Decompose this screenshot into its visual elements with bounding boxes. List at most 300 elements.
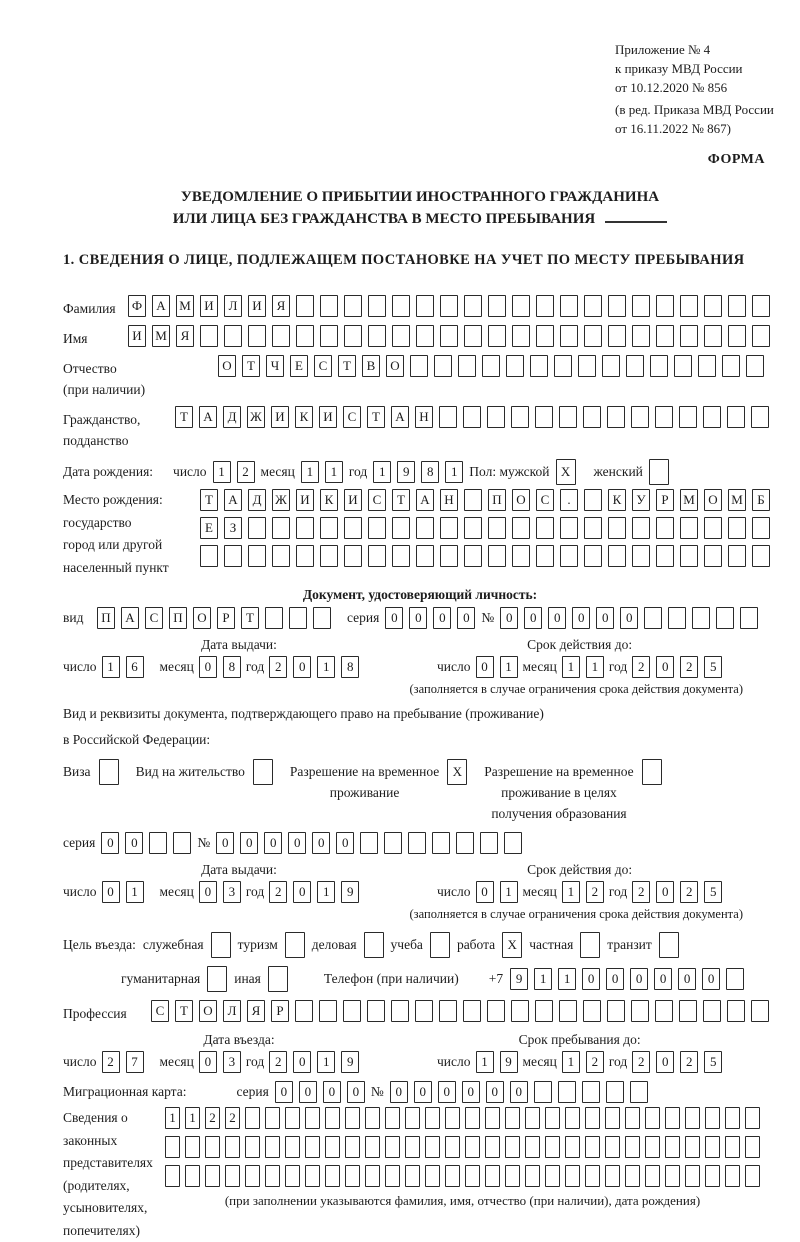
birth-year-box[interactable]: 9 [397,461,415,483]
permit-number-box[interactable] [456,832,474,854]
legal-reps-char-box[interactable] [685,1136,700,1158]
legal-reps-char-box[interactable] [625,1107,640,1129]
birth-place-char-box[interactable] [608,545,626,567]
valid-month-box[interactable]: 1 [562,656,580,678]
patronymic-char-box[interactable]: Т [242,355,260,377]
legal-reps-char-box[interactable] [445,1165,460,1187]
permit-valid-year-box[interactable]: 0 [656,881,674,903]
doc-number-box[interactable] [716,607,734,629]
surname-char-box[interactable] [752,295,770,317]
surname-char-box[interactable] [440,295,458,317]
birth-place-char-box[interactable] [272,517,290,539]
valid-year-box[interactable]: 2 [680,656,698,678]
legal-reps-char-box[interactable] [425,1165,440,1187]
issue-month-box[interactable]: 0 [199,656,217,678]
legal-reps-char-box[interactable] [685,1165,700,1187]
given-name-char-box[interactable] [344,325,362,347]
stay-month-box[interactable]: 1 [562,1051,580,1073]
migration-series-box[interactable]: 0 [299,1081,317,1103]
legal-reps-char-box[interactable] [385,1136,400,1158]
birth-place-char-box[interactable] [464,517,482,539]
legal-reps-char-box[interactable] [305,1107,320,1129]
given-name-char-box[interactable] [488,325,506,347]
birth-place-char-box[interactable]: Ж [272,489,290,511]
citizenship-char-box[interactable] [583,406,601,428]
permit-valid-month-box[interactable]: 2 [586,881,604,903]
permit-number-box[interactable]: 0 [288,832,306,854]
migration-series-box[interactable]: 0 [347,1081,365,1103]
citizenship-char-box[interactable] [439,406,457,428]
entry-day-box[interactable]: 7 [126,1051,144,1073]
permit-valid-month-box[interactable]: 1 [562,881,580,903]
profession-char-box[interactable] [439,1000,457,1022]
issue-year-box[interactable]: 0 [293,656,311,678]
legal-reps-char-box[interactable] [185,1165,200,1187]
permit-valid-day-box[interactable]: 1 [500,881,518,903]
birth-place-char-box[interactable]: Т [392,489,410,511]
surname-char-box[interactable] [416,295,434,317]
given-name-char-box[interactable] [200,325,218,347]
profession-char-box[interactable] [415,1000,433,1022]
permit-valid-year-box[interactable]: 2 [632,881,650,903]
permit-number-box[interactable] [432,832,450,854]
surname-char-box[interactable]: Л [224,295,242,317]
legal-reps-char-box[interactable] [265,1165,280,1187]
profession-char-box[interactable]: О [199,1000,217,1022]
surname-char-box[interactable] [296,295,314,317]
migration-number-box[interactable] [534,1081,552,1103]
birth-place-char-box[interactable] [656,545,674,567]
birth-place-char-box[interactable]: М [680,489,698,511]
doc-number-box[interactable]: 0 [596,607,614,629]
doc-number-box[interactable]: 0 [500,607,518,629]
legal-reps-char-box[interactable] [405,1136,420,1158]
permit-number-box[interactable] [360,832,378,854]
profession-char-box[interactable]: С [151,1000,169,1022]
citizenship-char-box[interactable] [487,406,505,428]
profession-char-box[interactable] [367,1000,385,1022]
legal-reps-char-box[interactable] [645,1165,660,1187]
birth-place-char-box[interactable] [632,545,650,567]
migration-number-box[interactable]: 0 [510,1081,528,1103]
legal-reps-char-box[interactable] [745,1165,760,1187]
birth-place-char-box[interactable] [560,545,578,567]
surname-char-box[interactable] [320,295,338,317]
birth-place-char-box[interactable]: А [416,489,434,511]
birth-place-char-box[interactable]: С [368,489,386,511]
birth-place-char-box[interactable] [296,517,314,539]
legal-reps-char-box[interactable] [345,1136,360,1158]
given-name-char-box[interactable] [416,325,434,347]
birth-place-char-box[interactable] [392,517,410,539]
legal-reps-char-box[interactable] [645,1136,660,1158]
birth-place-char-box[interactable] [560,517,578,539]
legal-reps-char-box[interactable] [485,1165,500,1187]
given-name-char-box[interactable]: И [128,325,146,347]
doc-number-box[interactable]: 0 [524,607,542,629]
doc-number-box[interactable]: 0 [572,607,590,629]
given-name-char-box[interactable] [272,325,290,347]
stay-year-box[interactable]: 0 [656,1051,674,1073]
patronymic-char-box[interactable] [578,355,596,377]
legal-reps-char-box[interactable] [445,1136,460,1158]
patronymic-char-box[interactable] [626,355,644,377]
given-name-char-box[interactable] [464,325,482,347]
permit-issue-day-box[interactable]: 1 [126,881,144,903]
legal-reps-char-box[interactable] [525,1136,540,1158]
birth-place-char-box[interactable]: А [224,489,242,511]
migration-series-box[interactable]: 0 [323,1081,341,1103]
doc-kind-char-box[interactable]: С [145,607,163,629]
legal-reps-char-box[interactable] [545,1107,560,1129]
permit-number-box[interactable] [480,832,498,854]
citizenship-char-box[interactable]: Т [367,406,385,428]
legal-reps-char-box[interactable] [325,1136,340,1158]
patronymic-char-box[interactable] [650,355,668,377]
birth-place-char-box[interactable] [680,517,698,539]
legal-reps-char-box[interactable] [465,1107,480,1129]
legal-reps-char-box[interactable] [745,1107,760,1129]
citizenship-char-box[interactable] [751,406,769,428]
legal-reps-char-box[interactable] [525,1107,540,1129]
given-name-char-box[interactable] [680,325,698,347]
permit-number-box[interactable]: 0 [240,832,258,854]
issue-day-box[interactable]: 6 [126,656,144,678]
issue-day-box[interactable]: 1 [102,656,120,678]
legal-reps-char-box[interactable] [545,1165,560,1187]
citizenship-char-box[interactable] [727,406,745,428]
legal-reps-char-box[interactable] [585,1136,600,1158]
profession-char-box[interactable] [559,1000,577,1022]
birth-place-char-box[interactable]: Б [752,489,770,511]
patronymic-char-box[interactable] [434,355,452,377]
birth-place-char-box[interactable] [608,517,626,539]
doc-kind-char-box[interactable] [313,607,331,629]
citizenship-char-box[interactable] [631,406,649,428]
profession-char-box[interactable] [511,1000,529,1022]
legal-reps-char-box[interactable] [305,1136,320,1158]
legal-reps-char-box[interactable] [505,1107,520,1129]
doc-kind-char-box[interactable]: Т [241,607,259,629]
given-name-char-box[interactable] [752,325,770,347]
legal-reps-char-box[interactable] [585,1165,600,1187]
legal-reps-char-box[interactable] [245,1136,260,1158]
surname-char-box[interactable] [680,295,698,317]
surname-char-box[interactable] [488,295,506,317]
profession-char-box[interactable] [343,1000,361,1022]
migration-number-box[interactable]: 0 [414,1081,432,1103]
stay-year-box[interactable]: 2 [632,1051,650,1073]
issue-year-box[interactable]: 1 [317,656,335,678]
sex-male-checkbox[interactable]: X [556,459,576,485]
legal-reps-char-box[interactable] [285,1107,300,1129]
birth-place-char-box[interactable] [464,545,482,567]
legal-reps-char-box[interactable] [345,1107,360,1129]
permit-issue-month-box[interactable]: 3 [223,881,241,903]
legal-reps-char-box[interactable] [605,1136,620,1158]
permit-number-box[interactable]: 0 [216,832,234,854]
legal-reps-char-box[interactable] [645,1107,660,1129]
surname-char-box[interactable] [536,295,554,317]
legal-reps-char-box[interactable] [365,1165,380,1187]
legal-reps-char-box[interactable] [605,1165,620,1187]
profession-char-box[interactable] [487,1000,505,1022]
doc-number-box[interactable] [740,607,758,629]
legal-reps-char-box[interactable] [405,1107,420,1129]
birth-place-char-box[interactable] [464,489,482,511]
doc-kind-char-box[interactable]: О [193,607,211,629]
birth-year-box[interactable]: 1 [445,461,463,483]
birth-place-char-box[interactable] [512,517,530,539]
valid-year-box[interactable]: 5 [704,656,722,678]
legal-reps-char-box[interactable] [225,1136,240,1158]
migration-number-box[interactable]: 0 [438,1081,456,1103]
legal-reps-char-box[interactable] [505,1165,520,1187]
migration-number-box[interactable] [630,1081,648,1103]
given-name-char-box[interactable]: Я [176,325,194,347]
phone-digit-box[interactable]: 1 [558,968,576,990]
citizenship-char-box[interactable] [703,406,721,428]
legal-reps-char-box[interactable] [365,1107,380,1129]
doc-kind-char-box[interactable]: П [169,607,187,629]
birth-place-char-box[interactable] [320,545,338,567]
given-name-char-box[interactable] [392,325,410,347]
doc-number-box[interactable]: 0 [620,607,638,629]
profession-char-box[interactable] [631,1000,649,1022]
birth-place-char-box[interactable] [728,545,746,567]
birth-place-char-box[interactable] [536,517,554,539]
legal-reps-char-box[interactable] [325,1165,340,1187]
permit-series-box[interactable]: 0 [125,832,143,854]
birth-place-char-box[interactable] [248,517,266,539]
birth-place-char-box[interactable] [344,545,362,567]
surname-char-box[interactable] [512,295,530,317]
migration-number-box[interactable]: 0 [462,1081,480,1103]
birth-place-char-box[interactable]: С [536,489,554,511]
phone-digit-box[interactable]: 0 [630,968,648,990]
citizenship-char-box[interactable] [655,406,673,428]
birth-place-char-box[interactable]: Д [248,489,266,511]
issue-year-box[interactable]: 8 [341,656,359,678]
profession-char-box[interactable]: Р [271,1000,289,1022]
patronymic-char-box[interactable] [410,355,428,377]
citizenship-char-box[interactable]: И [271,406,289,428]
birth-place-char-box[interactable]: М [728,489,746,511]
birth-place-char-box[interactable]: Т [200,489,218,511]
given-name-char-box[interactable] [224,325,242,347]
citizenship-char-box[interactable]: Ж [247,406,265,428]
patronymic-char-box[interactable] [506,355,524,377]
citizenship-char-box[interactable]: А [391,406,409,428]
stay-day-box[interactable]: 9 [500,1051,518,1073]
birth-place-char-box[interactable] [512,545,530,567]
patronymic-char-box[interactable] [674,355,692,377]
legal-reps-char-box[interactable]: 2 [205,1107,220,1129]
entry-year-box[interactable]: 1 [317,1051,335,1073]
entry-year-box[interactable]: 0 [293,1051,311,1073]
doc-series-box[interactable]: 0 [385,607,403,629]
surname-char-box[interactable]: М [176,295,194,317]
legal-reps-char-box[interactable] [725,1136,740,1158]
birth-place-char-box[interactable]: И [296,489,314,511]
legal-reps-char-box[interactable]: 1 [165,1107,180,1129]
patronymic-char-box[interactable] [482,355,500,377]
birth-place-char-box[interactable] [392,545,410,567]
issue-month-box[interactable]: 8 [223,656,241,678]
profession-char-box[interactable] [727,1000,745,1022]
stay-year-box[interactable]: 2 [680,1051,698,1073]
birth-place-char-box[interactable] [368,545,386,567]
stay-day-box[interactable]: 1 [476,1051,494,1073]
birth-place-char-box[interactable] [584,489,602,511]
surname-char-box[interactable] [392,295,410,317]
given-name-char-box[interactable] [728,325,746,347]
legal-reps-char-box[interactable] [445,1107,460,1129]
surname-char-box[interactable] [584,295,602,317]
patronymic-char-box[interactable] [602,355,620,377]
given-name-char-box[interactable] [320,325,338,347]
legal-reps-char-box[interactable] [205,1165,220,1187]
patronymic-char-box[interactable]: О [386,355,404,377]
birth-place-char-box[interactable] [704,517,722,539]
permit-number-box[interactable]: 0 [336,832,354,854]
patronymic-char-box[interactable] [458,355,476,377]
birth-day-box[interactable]: 2 [237,461,255,483]
legal-reps-char-box[interactable] [605,1107,620,1129]
birth-place-char-box[interactable] [296,545,314,567]
surname-char-box[interactable] [344,295,362,317]
issue-year-box[interactable]: 2 [269,656,287,678]
legal-reps-char-box[interactable] [665,1136,680,1158]
phone-digit-box[interactable]: 9 [510,968,528,990]
given-name-char-box[interactable] [536,325,554,347]
entry-day-box[interactable]: 2 [102,1051,120,1073]
permit-valid-year-box[interactable]: 5 [704,881,722,903]
birth-place-char-box[interactable] [632,517,650,539]
valid-day-box[interactable]: 0 [476,656,494,678]
citizenship-char-box[interactable] [511,406,529,428]
birth-place-char-box[interactable] [440,545,458,567]
profession-char-box[interactable] [535,1000,553,1022]
profession-char-box[interactable] [703,1000,721,1022]
legal-reps-char-box[interactable] [165,1165,180,1187]
valid-year-box[interactable]: 2 [632,656,650,678]
legal-reps-char-box[interactable] [485,1107,500,1129]
entry-month-box[interactable]: 0 [199,1051,217,1073]
migration-number-box[interactable] [606,1081,624,1103]
birth-place-char-box[interactable] [656,517,674,539]
citizenship-char-box[interactable]: Н [415,406,433,428]
permit-number-box[interactable]: 0 [312,832,330,854]
birth-year-box[interactable]: 1 [373,461,391,483]
entry-year-box[interactable]: 9 [341,1051,359,1073]
birth-place-char-box[interactable]: П [488,489,506,511]
given-name-char-box[interactable] [584,325,602,347]
legal-reps-char-box[interactable] [625,1136,640,1158]
legal-reps-char-box[interactable] [665,1107,680,1129]
permit-series-box[interactable]: 0 [101,832,119,854]
patronymic-char-box[interactable] [554,355,572,377]
permit-series-box[interactable] [149,832,167,854]
purpose-other-checkbox[interactable] [268,966,288,992]
residence-permit-checkbox[interactable] [253,759,273,785]
valid-day-box[interactable]: 1 [500,656,518,678]
purpose-business-checkbox[interactable] [211,932,231,958]
visa-checkbox[interactable] [99,759,119,785]
purpose-humanitarian-checkbox[interactable] [207,966,227,992]
surname-char-box[interactable] [464,295,482,317]
legal-reps-char-box[interactable] [485,1136,500,1158]
profession-char-box[interactable] [391,1000,409,1022]
patronymic-char-box[interactable]: О [218,355,236,377]
birth-place-char-box[interactable] [584,517,602,539]
valid-month-box[interactable]: 1 [586,656,604,678]
profession-char-box[interactable] [679,1000,697,1022]
permit-number-box[interactable] [504,832,522,854]
citizenship-char-box[interactable] [535,406,553,428]
birth-day-box[interactable]: 1 [213,461,231,483]
patronymic-char-box[interactable] [698,355,716,377]
birth-place-char-box[interactable] [752,545,770,567]
patronymic-char-box[interactable]: Т [338,355,356,377]
profession-char-box[interactable] [607,1000,625,1022]
birth-place-char-box[interactable] [416,545,434,567]
birth-place-char-box[interactable] [224,545,242,567]
legal-reps-char-box[interactable] [505,1136,520,1158]
citizenship-char-box[interactable]: Д [223,406,241,428]
given-name-char-box[interactable] [368,325,386,347]
birth-place-char-box[interactable]: К [608,489,626,511]
stay-year-box[interactable]: 5 [704,1051,722,1073]
legal-reps-char-box[interactable] [685,1107,700,1129]
legal-reps-char-box[interactable] [625,1165,640,1187]
entry-year-box[interactable]: 2 [269,1051,287,1073]
citizenship-char-box[interactable] [679,406,697,428]
surname-char-box[interactable] [368,295,386,317]
legal-reps-char-box[interactable] [565,1136,580,1158]
legal-reps-char-box[interactable] [725,1165,740,1187]
legal-reps-char-box[interactable] [745,1136,760,1158]
birth-place-char-box[interactable] [752,517,770,539]
birth-place-char-box[interactable]: К [320,489,338,511]
birth-place-char-box[interactable] [416,517,434,539]
legal-reps-char-box[interactable] [165,1136,180,1158]
purpose-commercial-checkbox[interactable] [364,932,384,958]
phone-digit-box[interactable] [726,968,744,990]
citizenship-char-box[interactable]: А [199,406,217,428]
birth-place-char-box[interactable] [272,545,290,567]
purpose-transit-checkbox[interactable] [659,932,679,958]
given-name-char-box[interactable] [704,325,722,347]
given-name-char-box[interactable] [440,325,458,347]
legal-reps-char-box[interactable] [465,1136,480,1158]
surname-char-box[interactable] [560,295,578,317]
valid-year-box[interactable]: 0 [656,656,674,678]
legal-reps-char-box[interactable] [185,1136,200,1158]
legal-reps-char-box[interactable] [245,1107,260,1129]
patronymic-char-box[interactable] [530,355,548,377]
permit-number-box[interactable] [408,832,426,854]
temp-permit-checkbox[interactable]: X [447,759,467,785]
sex-female-checkbox[interactable] [649,459,669,485]
legal-reps-char-box[interactable] [285,1136,300,1158]
patronymic-char-box[interactable]: Ч [266,355,284,377]
legal-reps-char-box[interactable] [705,1136,720,1158]
doc-series-box[interactable]: 0 [433,607,451,629]
patronymic-char-box[interactable]: Е [290,355,308,377]
migration-number-box[interactable] [582,1081,600,1103]
surname-char-box[interactable]: Я [272,295,290,317]
